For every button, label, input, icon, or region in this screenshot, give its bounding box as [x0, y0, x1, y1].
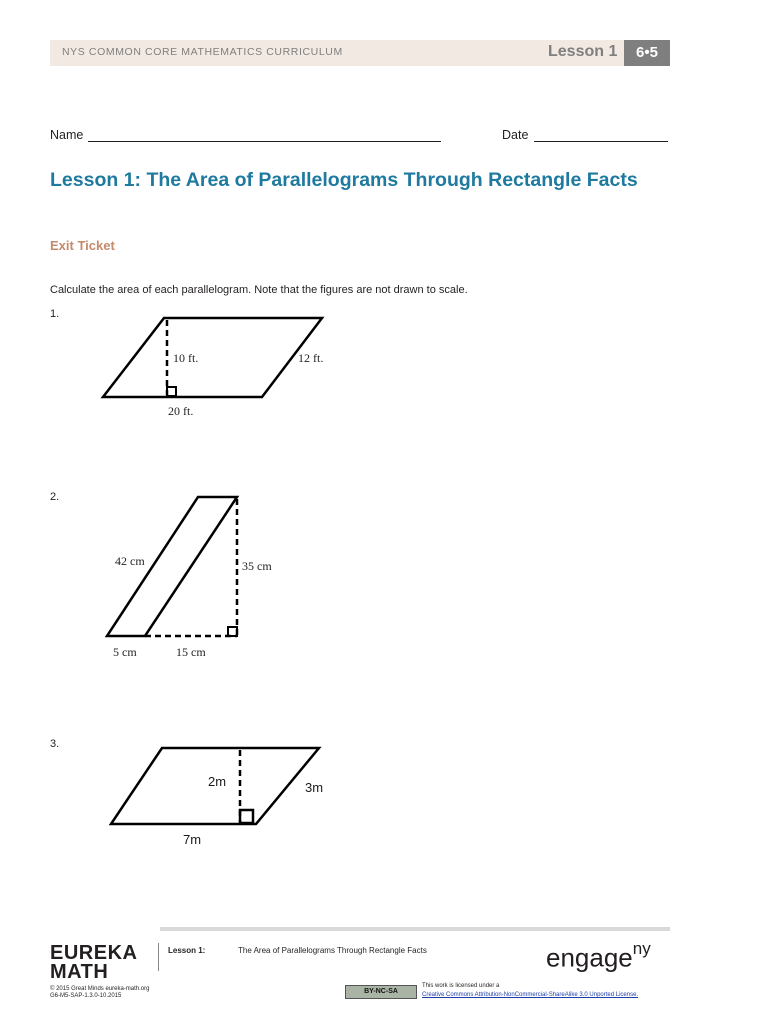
- date-label: Date: [502, 128, 529, 142]
- footer-lesson-title: The Area of Parallelograms Through Rectangle Facts: [238, 946, 427, 955]
- curriculum-label: NYS COMMON CORE MATHEMATICS CURRICULUM: [62, 46, 343, 58]
- footer-lesson-label: Lesson 1:: [168, 946, 206, 955]
- engageny-logo: engage$^{ny}$: [546, 939, 651, 973]
- parallelogram-1: [103, 318, 322, 397]
- base-label-1: 20 ft.: [168, 404, 194, 418]
- height-label-1: 10 ft.: [173, 351, 199, 365]
- height-label-2: 35 cm: [242, 559, 272, 573]
- copyright: © 2015 Great Minds eureka-math.org G6-M5-SAP-1.3.0-10.2015: [50, 986, 150, 999]
- footer-divider: [158, 943, 159, 971]
- license-text: This work is licensed under a: [422, 983, 500, 989]
- eureka-math-logo: EUREKA MATH: [50, 942, 138, 983]
- problem-number: 1.: [50, 308, 60, 320]
- base-label-3: 7m: [183, 832, 202, 847]
- section-heading: Exit Ticket: [50, 238, 115, 253]
- grade-module-badge: 6•5: [624, 40, 670, 66]
- height-label-3: 2m: [208, 774, 227, 789]
- side-label-3: 3m: [305, 780, 324, 795]
- license-link[interactable]: Creative Commons Attribution-NonCommercial-ShareAlike 3.0 Unported License.: [422, 992, 639, 998]
- instructions: Calculate the area of each parallelogram. Note that the figures are not drawn to scale.: [50, 284, 468, 296]
- base-label-2: 5 cm: [113, 645, 137, 659]
- page-title: Lesson 1: The Area of Parallelograms Through Rectangle Facts: [50, 169, 638, 191]
- side-label-2: 42 cm: [115, 554, 145, 568]
- name-label: Name: [50, 128, 84, 142]
- lesson-label: Lesson 1: [548, 43, 618, 60]
- extension-label-2: 15 cm: [176, 645, 206, 659]
- footer-rule: [160, 927, 670, 931]
- problem-number: 2.: [50, 491, 60, 503]
- problem-number: 3.: [50, 738, 60, 750]
- cc-license-icon: BY-NC-SA: [345, 985, 417, 999]
- side-label-1: 12 ft.: [298, 351, 324, 365]
